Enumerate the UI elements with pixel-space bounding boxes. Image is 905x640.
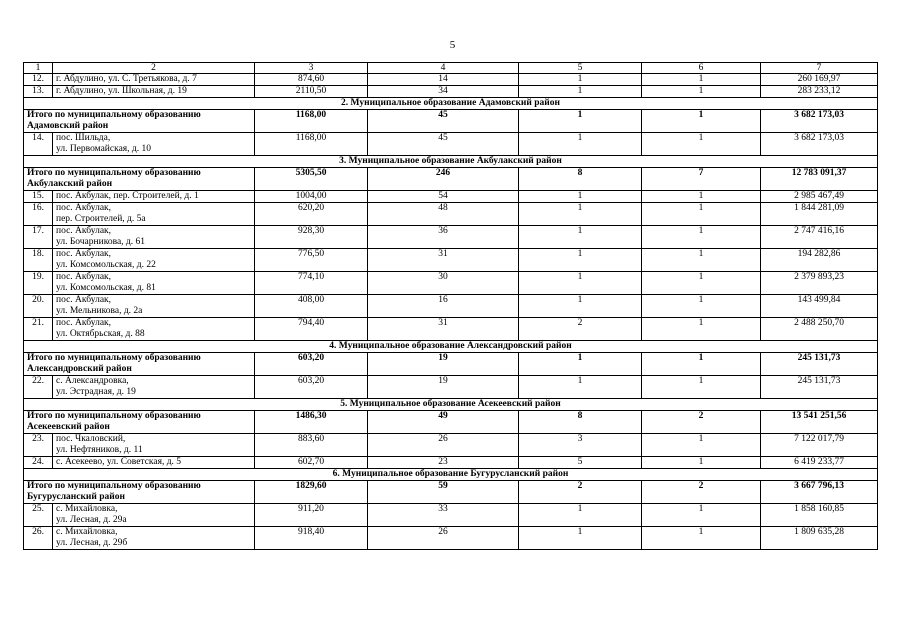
address-line: ул. Первомайская, д. 10 [56,144,151,154]
col5-cell: 3 [519,434,642,457]
address-line: ул. Комсомольская, д. 22 [56,260,156,270]
col5-cell: 1 [519,133,642,156]
amount-cell: 260 169,97 [761,74,878,86]
col6-cell: 1 [642,226,761,249]
col4-cell: 54 [368,191,519,203]
area-cell: 408,00 [255,295,368,318]
column-number: 2 [53,63,255,74]
area-cell: 883,60 [255,434,368,457]
table-row [24,249,878,272]
col5-cell: 1 [519,74,642,86]
address-line: пос. Акбулак, [56,249,112,259]
total-label: Итого по муниципальному образованию Акбулакский район [24,168,255,191]
address-cell [53,434,255,457]
address-line: ул. Эстрадная, д. 19 [56,387,136,397]
total-col4: 59 [368,481,519,504]
col4-cell: 48 [368,203,519,226]
row-number: 21. [24,318,53,341]
total-area: 5305,50 [255,168,368,191]
district-total-row [24,168,878,191]
total-col5: 1 [519,110,642,133]
total-label: Итого по муниципальному образованию Асекеевский район [24,411,255,434]
area-cell: 620,20 [255,203,368,226]
table-row [24,295,878,318]
col4-cell: 26 [368,434,519,457]
total-area: 603,20 [255,353,368,376]
address-line: ул. Лесная, д. 29а [56,515,127,525]
row-number: 24. [24,457,53,469]
area-cell: 911,20 [255,504,368,527]
row-number: 26. [24,527,53,550]
row-number: 20. [24,295,53,318]
amount-cell: 2 747 416,16 [761,226,878,249]
total-label: Итого по муниципальному образованию Адамовский район [24,110,255,133]
col6-cell: 1 [642,376,761,399]
address-cell [53,226,255,249]
col6-cell: 1 [642,527,761,550]
total-area: 1829,60 [255,481,368,504]
row-number: 17. [24,226,53,249]
column-number: 3 [255,63,368,74]
total-col4: 19 [368,353,519,376]
total-amount: 12 783 091,37 [761,168,878,191]
area-cell: 928,30 [255,226,368,249]
address-line: ул. Лесная, д. 29б [56,538,128,548]
section-title: 2. Муниципальное образование Адамовский район [24,98,878,110]
total-label: Итого по муниципальному образованию Бугурусланский район [24,481,255,504]
table-row [24,226,878,249]
area-cell: 918,40 [255,527,368,550]
total-col5: 8 [519,168,642,191]
col5-cell: 1 [519,376,642,399]
total-col6: 7 [642,168,761,191]
total-amount: 3 682 173,03 [761,110,878,133]
total-col6: 1 [642,110,761,133]
area-cell: 774,10 [255,272,368,295]
address-line: пос. Чкаловский, [56,434,126,444]
area-cell: 602,70 [255,457,368,469]
total-area: 1168,00 [255,110,368,133]
col4-cell: 33 [368,504,519,527]
address-line: ул. Комсомольская, д. 81 [56,283,156,293]
address-cell [53,318,255,341]
row-number: 23. [24,434,53,457]
total-col6: 1 [642,353,761,376]
address-line: с. Александровка, [56,376,129,386]
total-col5: 8 [519,411,642,434]
district-total-row [24,110,878,133]
district-total-row [24,353,878,376]
address-cell [53,191,255,203]
col4-cell: 34 [368,86,519,98]
col5-cell: 1 [519,527,642,550]
col6-cell: 1 [642,133,761,156]
amount-cell: 283 233,12 [761,86,878,98]
address-line: пос. Шильда, [56,133,111,143]
address-line: пос. Акбулак, [56,203,112,213]
amount-cell: 1 844 281,09 [761,203,878,226]
table-row [24,318,878,341]
table-row [24,272,878,295]
address-line: г. Абдулино, ул. Школьная, д. 19 [56,86,187,96]
amount-cell: 7 122 017,79 [761,434,878,457]
section-header-row [24,98,878,110]
col6-cell: 1 [642,434,761,457]
amount-cell: 1 858 160,85 [761,504,878,527]
row-number: 15. [24,191,53,203]
row-number: 19. [24,272,53,295]
col6-cell: 1 [642,457,761,469]
section-title: 5. Муниципальное образование Асекеевский район [24,399,878,411]
col5-cell: 1 [519,249,642,272]
row-number: 12. [24,74,53,86]
amount-cell: 1 809 635,28 [761,527,878,550]
address-cell [53,457,255,469]
col6-cell: 1 [642,191,761,203]
housing-table [23,62,878,550]
total-label: Итого по муниципальному образованию Александровский район [24,353,255,376]
col6-cell: 1 [642,504,761,527]
column-number: 6 [642,63,761,74]
amount-cell: 194 282,86 [761,249,878,272]
col4-cell: 23 [368,457,519,469]
column-number-row [24,63,878,74]
section-header-row [24,156,878,168]
row-number: 13. [24,86,53,98]
table-row [24,527,878,550]
address-line: г. Абдулино, ул. С. Третьякова, д. 7 [56,74,197,84]
address-cell [53,527,255,550]
table-row [24,376,878,399]
amount-cell: 6 419 233,77 [761,457,878,469]
col6-cell: 1 [642,203,761,226]
col4-cell: 19 [368,376,519,399]
col5-cell: 1 [519,86,642,98]
total-amount: 245 131,73 [761,353,878,376]
col5-cell: 1 [519,272,642,295]
address-cell [53,272,255,295]
address-cell [53,376,255,399]
col6-cell: 1 [642,74,761,86]
total-col5: 2 [519,481,642,504]
col5-cell: 1 [519,203,642,226]
section-title: 6. Муниципальное образование Бугурусланский район [24,469,878,481]
amount-cell: 3 682 173,03 [761,133,878,156]
area-cell: 874,60 [255,74,368,86]
total-col4: 49 [368,411,519,434]
address-line: ул. Мельникова, д. 2а [56,306,143,316]
address-cell [53,249,255,272]
section-header-row [24,341,878,353]
address-line: пос. Акбулак, [56,295,112,305]
column-number: 5 [519,63,642,74]
amount-cell: 2 488 250,70 [761,318,878,341]
area-cell: 1004,00 [255,191,368,203]
address-line: ул. Октябрьская, д. 88 [56,329,145,339]
address-line: пос. Акбулак, [56,226,112,236]
total-col4: 45 [368,110,519,133]
area-cell: 794,40 [255,318,368,341]
address-line: пос. Акбулак, [56,272,112,282]
address-line: пос. Акбулак, [56,318,112,328]
column-number: 4 [368,63,519,74]
total-amount: 3 667 796,13 [761,481,878,504]
row-number: 22. [24,376,53,399]
row-number: 16. [24,203,53,226]
address-cell [53,295,255,318]
amount-cell: 143 499,84 [761,295,878,318]
col5-cell: 1 [519,191,642,203]
table-row [24,191,878,203]
col4-cell: 16 [368,295,519,318]
row-number: 18. [24,249,53,272]
area-cell: 1168,00 [255,133,368,156]
address-cell [53,504,255,527]
district-total-row [24,411,878,434]
total-amount: 13 541 251,56 [761,411,878,434]
section-header-row [24,399,878,411]
col4-cell: 31 [368,249,519,272]
section-title: 3. Муниципальное образование Акбулакский район [24,156,878,168]
total-col6: 2 [642,481,761,504]
address-line: пос. Акбулак, пер. Строителей, д. 1 [56,191,199,201]
address-line: пер. Строителей, д. 5а [56,214,146,224]
address-cell [53,133,255,156]
address-line: ул. Нефтяников, д. 11 [56,445,143,455]
col5-cell: 1 [519,226,642,249]
col5-cell: 5 [519,457,642,469]
table-row [24,457,878,469]
address-line: с. Михайловка, [56,527,118,537]
col5-cell: 1 [519,295,642,318]
col5-cell: 1 [519,504,642,527]
row-number: 25. [24,504,53,527]
total-col4: 246 [368,168,519,191]
col6-cell: 1 [642,295,761,318]
address-cell [53,74,255,86]
table-row [24,434,878,457]
total-col5: 1 [519,353,642,376]
table-body [24,63,878,550]
total-col6: 2 [642,411,761,434]
col6-cell: 1 [642,86,761,98]
page-number: 5 [449,39,456,51]
address-line: с. Михайловка, [56,504,118,514]
table-row [24,203,878,226]
table-row [24,133,878,156]
table-row [24,86,878,98]
amount-cell: 245 131,73 [761,376,878,399]
section-header-row [24,469,878,481]
amount-cell: 2 379 893,23 [761,272,878,295]
column-number: 7 [761,63,878,74]
section-title: 4. Муниципальное образование Александровский район [24,341,878,353]
col6-cell: 1 [642,249,761,272]
col6-cell: 1 [642,272,761,295]
address-line: с. Асекеево, ул. Советская, д. 5 [56,457,182,467]
col4-cell: 14 [368,74,519,86]
table-row [24,74,878,86]
address-cell [53,203,255,226]
row-number: 14. [24,133,53,156]
col6-cell: 1 [642,318,761,341]
address-cell [53,86,255,98]
area-cell: 2110,50 [255,86,368,98]
col4-cell: 36 [368,226,519,249]
col4-cell: 45 [368,133,519,156]
amount-cell: 2 985 467,49 [761,191,878,203]
address-line: ул. Бочарникова, д. 61 [56,237,145,247]
area-cell: 603,20 [255,376,368,399]
area-cell: 776,50 [255,249,368,272]
col4-cell: 31 [368,318,519,341]
col5-cell: 2 [519,318,642,341]
column-number: 1 [24,63,53,74]
col4-cell: 30 [368,272,519,295]
total-area: 1486,30 [255,411,368,434]
table-row [24,504,878,527]
district-total-row [24,481,878,504]
col4-cell: 26 [368,527,519,550]
